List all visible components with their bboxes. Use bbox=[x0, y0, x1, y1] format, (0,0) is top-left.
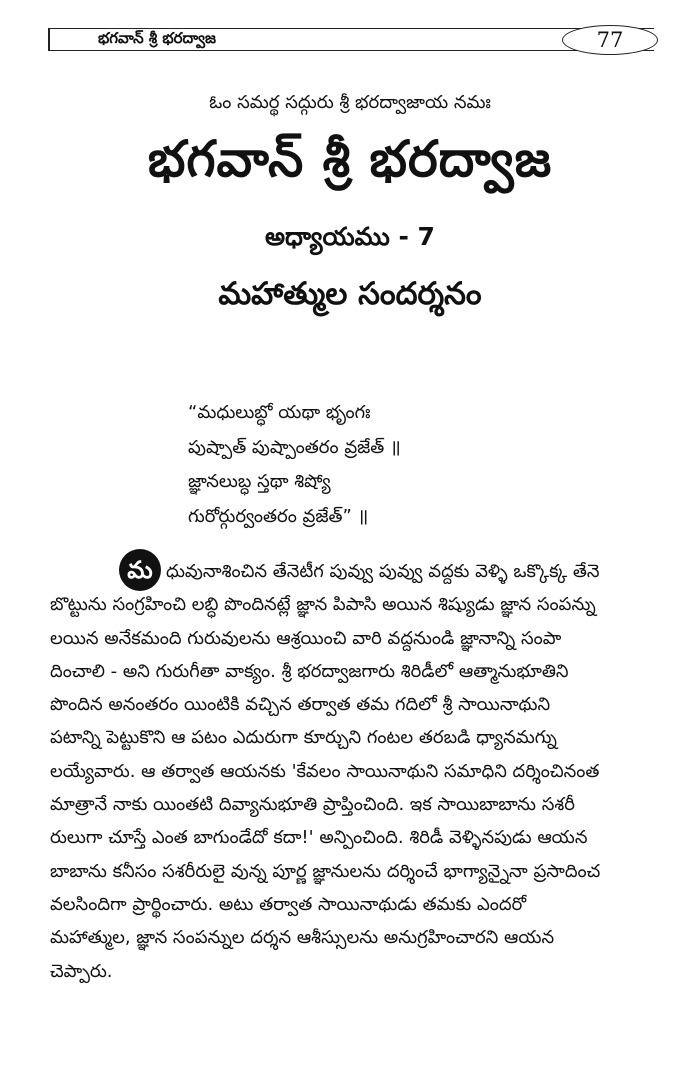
body-paragraph bbox=[50, 555, 660, 988]
paragraph-line: మహాత్ముల, జ్ఞాన సంపన్నుల దర్శన ఆశీస్సులను అనుగ్రహించారని ఆయన bbox=[50, 927, 555, 949]
paragraph-line: చెప్పారు. bbox=[50, 960, 113, 982]
invocation-line: ఓం సమర్థ సద్గురు శ్రీ భరద్వాజాయ నమః bbox=[209, 92, 491, 113]
verse-line: గురోర్గుర్వంతరం వ్రజేత్” ॥ bbox=[188, 505, 369, 527]
verse-line: “మధులుబ్ధో యథా భృంగః bbox=[188, 402, 371, 423]
paragraph-line: బాబాను కనీసం సశరీరులై వున్న పూర్ణ జ్ఞానులను దర్శించే భాగ్యాన్నైనా ప్రసాదించ bbox=[50, 860, 601, 882]
paragraph-line: పటాన్ని పెట్టుకొని ఆ పటం ఎదురుగా కూర్చుని గంటల తరబడి ధ్యానమగ్ను bbox=[50, 727, 557, 749]
chapter-number: అధ్యాయము - 7 bbox=[265, 222, 435, 251]
book-title: భగవాన్ శ్రీ భరద్వాజ bbox=[147, 130, 553, 188]
verse-line: జ్ఞానలుబ్ధ స్తథా శిష్యో bbox=[188, 471, 331, 492]
paragraph-line: దించాలి - అని గురుగీతా వాక్యం. శ్రీ భరద్వాజగారు శిరిడీలో ఆత్మానుభూతిని bbox=[50, 660, 569, 682]
running-title: భగవాన్ శ్రీ భరద్వాజ bbox=[98, 29, 216, 47]
drop-cap: మ bbox=[119, 549, 161, 591]
page-number: 77 bbox=[562, 25, 658, 55]
paragraph-line: బొట్టును సంగ్రహించి లబ్ధి పొందినట్లే జ్ఞాన పిపాసి అయిన శిష్యుడు జ్ఞాన సంపన్ను bbox=[50, 594, 596, 616]
paragraph-line: ధువునాశించిన తేనెటీగ పువ్వు పువ్వు వద్దకు వెళ్ళి ఒక్కొక్క తేనె bbox=[166, 561, 600, 582]
paragraph-line: లయిన అనేకమంది గురువులను ఆశ్రయించి వారి వద్దనుండి జ్ఞానాన్ని సంపా bbox=[50, 627, 562, 649]
paragraph-line: మాత్రానే నాకు యింతటి దివ్యానుభూతి ప్రాప్తించింది. ఇక సాయిబాబాను సశరీ bbox=[50, 794, 575, 816]
sanskrit-verse bbox=[188, 396, 401, 534]
chapter-title: మహాత్ముల సందర్శనం bbox=[218, 276, 482, 312]
header-left-border bbox=[48, 28, 50, 51]
running-header bbox=[48, 28, 654, 52]
paragraph-line: రులుగా చూస్తే ఎంత బాగుండేదో కదా!' అన్పించింది. శిరిడీ వెళ్ళినపుడు ఆయన bbox=[50, 827, 588, 849]
paragraph-line: వలసిందిగా ప్రార్థించారు. అటు తర్వాత సాయినాథుడు తమకు ఎందరో bbox=[50, 893, 527, 915]
paragraph-line: లయ్యేవారు. ఆ తర్వాత ఆయనకు 'కేవలం సాయినాథుని సమాధిని దర్శించినంత bbox=[50, 760, 600, 782]
paragraph-line: పొందిన అనంతరం యింటికి వచ్చిన తర్వాత తమ గదిలో శ్రీ సాయినాథుని bbox=[50, 694, 551, 716]
verse-line: పుష్పాత్ పుష్పాంతరం వ్రజేత్ ॥ bbox=[188, 436, 401, 458]
